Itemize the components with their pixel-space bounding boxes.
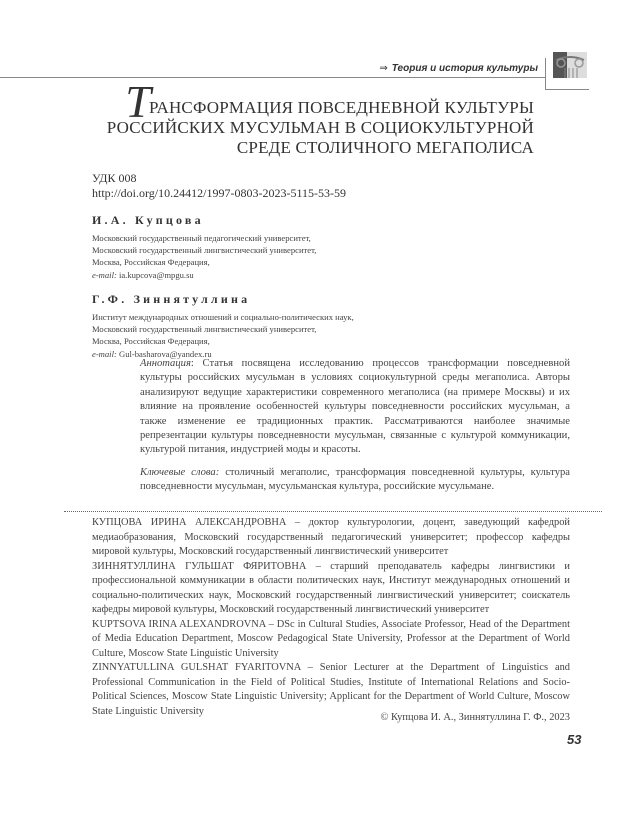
abstract-label: Аннотация: [140, 358, 191, 369]
abstract: [140, 357, 570, 458]
title-line: СРЕДЕ СТОЛИЧНОГО МЕГАПОЛИСА: [236, 138, 534, 157]
ionic-column-capital-icon: [553, 52, 587, 78]
author-affiliation: [92, 311, 354, 360]
title-initial: Т: [125, 76, 151, 127]
arrow-icon: ⇒: [379, 63, 388, 74]
email-link[interactable]: Gul-basharova@yandex.ru: [118, 348, 212, 359]
header-rule: [0, 77, 546, 78]
title-line: РОССИЙСКИХ МУСУЛЬМАН В СОЦИОКУЛЬТУРНОЙ: [106, 118, 534, 137]
keywords-text: столичный мегаполис, трансформация повседневной культуры, культура повседневности мусульман, мусульманская культура, российские мусульмане.: [140, 466, 570, 493]
keywords: [140, 466, 570, 495]
article-title: [106, 76, 534, 158]
author-name: И.А. Купцова: [92, 213, 204, 227]
section-rubric: [379, 63, 538, 74]
affiliation-line: Институт международных отношений и социально-политических наук,: [92, 312, 354, 322]
affiliation-line: Москва, Российская Федерация,: [92, 257, 210, 268]
email-label: e-mail:: [92, 269, 117, 280]
affiliation-line: Московский государственный лингвистический университет,: [92, 245, 317, 256]
section-title: Теория и история культуры: [391, 63, 538, 74]
author-bios: [92, 516, 570, 719]
copyright: © Купцова И. А., Зиннятуллина Г. Ф., 2023: [380, 712, 570, 723]
author-bio: ЗИННЯТУЛЛИНА ГУЛЬШАТ ФЯРИТОВНА – старший преподаватель кафедры лингвистики и профессиональной коммуникации в области политических наук, Институт международных отношений и социально-политических наук, Московский государственный лингвистический университет; соискатель кафедры мировой культуры, Московский государственный лингвистический университет: [92, 560, 570, 615]
affiliation-line: Московский государственный лингвистический университет,: [92, 324, 317, 335]
affiliation-line: Москва, Российская Федерация,: [92, 336, 210, 347]
author-affiliation: [92, 232, 316, 281]
author-name: Г.Ф. Зиннятуллина: [92, 292, 251, 306]
affiliation-line: Московский государственный педагогический университет,: [92, 233, 311, 243]
author-bio: КУПЦОВА ИРИНА АЛЕКСАНДРОВНА – доктор культурологии, доцент, заведующий кафедрой медиаобразования, Московский государственный педагогический университет; профессор кафедры мировой культуры, Московский государственный лингвистический университет: [92, 517, 570, 557]
udk-code: УДК 008: [92, 171, 137, 185]
udk-block: [92, 171, 346, 201]
email-label: e-mail:: [92, 348, 117, 359]
page-number: 53: [567, 732, 582, 747]
dotted-divider: [64, 511, 602, 512]
keywords-label: Ключевые слова:: [140, 466, 220, 478]
doi-link[interactable]: http://doi.org/10.24412/1997-0803-2023-5115-53-59: [92, 186, 346, 200]
abstract-block: [140, 357, 570, 503]
author-bio: ZINNYATULLINA GULSHAT FYARITOVNA – Senior Lecturer at the Department of Linguistics and Professional Communication in the Field of Political Studies, Institute of International Relations and Socio-Political Sciences, Moscow State Linguistic University; Applicant for the Department of World Culture, Moscow State Linguistic University: [92, 662, 570, 717]
title-line: РАНСФОРМАЦИЯ ПОВСЕДНЕВНОЙ КУЛЬТУРЫ: [148, 98, 534, 117]
email-link[interactable]: ia.kupcova@mpgu.su: [118, 269, 194, 280]
email-line: [92, 269, 316, 281]
author-bio: KUPTSOVA IRINA ALEXANDROVNA – DSc in Cultural Studies, Associate Professor, Head of the Department of Media Education Department, Moscow Pedagogical State University, Professor at the Department of World Culture, Moscow State Linguistic University: [92, 618, 570, 659]
abstract-text: : Статья посвящена исследованию процессов трансформации повседневной культуры российских мусульман в условиях социокультурной среды мегаполиса. Авторы анализируют ведущие характеристики современного мегаполиса (на примере Москвы) и их влияние на проявление особенностей культуры повседневности российских мусульман, а также изменение ее традиционных практик. Рассматриваются наиболее значимые репрезентации культуры повседневности мусульман, связанные с культурой коммуникации, культурой питания, индустрией моды и красоты.: [140, 358, 570, 456]
